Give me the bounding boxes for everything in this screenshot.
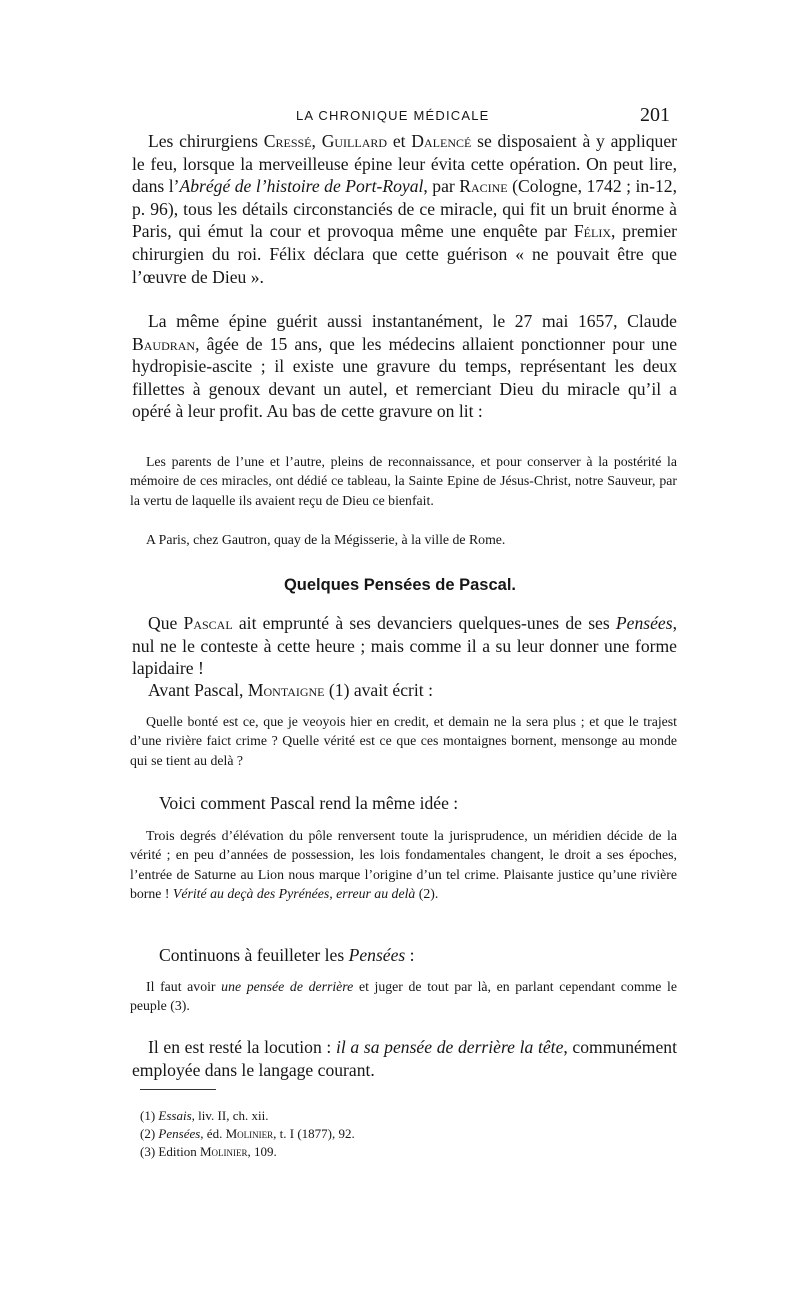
title-pensees-2: Pensées: [348, 945, 406, 965]
section-title: Quelques Pensées de Pascal.: [283, 576, 517, 594]
surname-montaigne: Montaigne: [247, 680, 325, 700]
locution-italic: il a sa pensée de derrière la tête: [335, 1037, 564, 1057]
paragraph-montaigne: Avant Pascal, Montaigne (1) avait écrit :: [148, 680, 433, 700]
paragraph-locution: Il en est resté la locution : il a sa pensée de derrière la tête, communément employée dans le langage courant.: [132, 1037, 677, 1080]
paragraph-baudran: La même épine guérit aussi instantanément, le 27 mai 1657, Claude Baudran, âgée de 15 ans, que les médecins allaient ponctionner pour une hydropisie-ascite ; il existe une gravure du temps, représentant les deux fillettes à genoux devant un autel, et remerciant Dieu du miracle qu’il a opéré à leur profit. Au bas de cette gravure on lit :: [132, 311, 677, 422]
quotation-montaigne: Quelle bonté est ce, que je veoyois hier en credit, et demain ne la sera plus ; et que le trajest d’une rivière faict crime ? Quelle vérité est ce que ces montaignes bornent, mensonge au monde qui se tient au delà ?: [130, 714, 677, 768]
running-title: LA CHRONIQUE MÉDICALE: [296, 108, 490, 123]
footnote-2: (2) Pensées, éd. Molinier, t. I (1877), 92.: [140, 1126, 355, 1141]
paragraph-pascal-idea: Voici comment Pascal rend la même idée :: [159, 793, 459, 813]
quotation-pensee-derriere: Il faut avoir une pensée de derrière et juger de tout par là, en parlant cependant comme le peuple (3).: [130, 979, 678, 1014]
surname-guillard: Guillard: [321, 131, 388, 151]
surname-cresse: Cressé: [263, 131, 312, 151]
surname-dalence: Dalencé: [411, 131, 472, 151]
page-header: [0, 104, 800, 130]
title-pensees: Pensées: [615, 613, 673, 633]
quotation-italic-pensee: une pensée de derrière: [221, 979, 354, 994]
footnote-1: (1) Essais, liv. II, ch. xii.: [140, 1108, 269, 1123]
footnote-rule: [140, 1089, 216, 1090]
quotation-engraving: Les parents de l’une et l’autre, pleins de reconnaissance, et pour conserver à la postérité la mémoire de ces miracles, ont dédié ce tableau, la Sainte Epine de Jésus-Christ, notre Sauveur, par la vertu de laquelle ils avaient reçu de Dieu ce bienfait.: [130, 454, 677, 508]
surname-baudran: Baudran: [132, 333, 196, 354]
paragraph-pascal-intro: Que Pascal ait emprunté à ses devanciers quelques-unes de ses Pensées, nul ne le conteste à cette heure ; mais comme il a su leur donner une forme lapidaire !: [132, 613, 677, 679]
book-title-abrege: Abrégé de l’histoire de Port-Royal: [179, 176, 424, 197]
quotation-italic-verite: Vérité au deçà des Pyrénées, erreur au delà: [172, 885, 416, 901]
paragraph-continuons: Continuons à feuilleter les Pensées :: [159, 945, 415, 965]
page-number: 201: [640, 104, 670, 126]
surname-felix: Félix: [573, 221, 611, 242]
quotation-pascal-justice: Trois degrés d’élévation du pôle renversent toute la jurisprudence, un méridien décide de la vérité ; en peu d’années de possession, les lois fondamentales changent, le droit a ses époches, l’entrée de Saturne au Lion nous marque l’origine d’un tel crime. Plaisante justice qu’une rivière borne ! Vérité au deçà des Pyrénées, erreur au delà (2).: [130, 828, 677, 901]
paragraph-cresse-miracle: Les chirurgiens Cressé, Guillard et Dalencé se disposaient à y appliquer le feu, lorsque la merveilleuse épine leur évita cette opération. On peut lire, dans l’Abrégé de l’histoire de Port-Royal, par Racine (Cologne, 1742 ; in-12, p. 96), tous les détails circonstanciés de ce miracle, qui fit un bruit énorme à Paris, qui émut la cour et provoqua même une enquête par Félix, premier chirurgien du roi. Félix déclara que cette guérison « ne pouvait être que l’œuvre de Dieu ».: [132, 131, 678, 287]
footnote-3: (3) Edition Molinier, 109.: [140, 1144, 277, 1159]
quotation-source: A Paris, chez Gautron, quay de la Mégisserie, à la ville de Rome.: [146, 532, 506, 547]
surname-pascal: Pascal: [183, 613, 233, 633]
surname-racine: Racine: [459, 176, 508, 197]
